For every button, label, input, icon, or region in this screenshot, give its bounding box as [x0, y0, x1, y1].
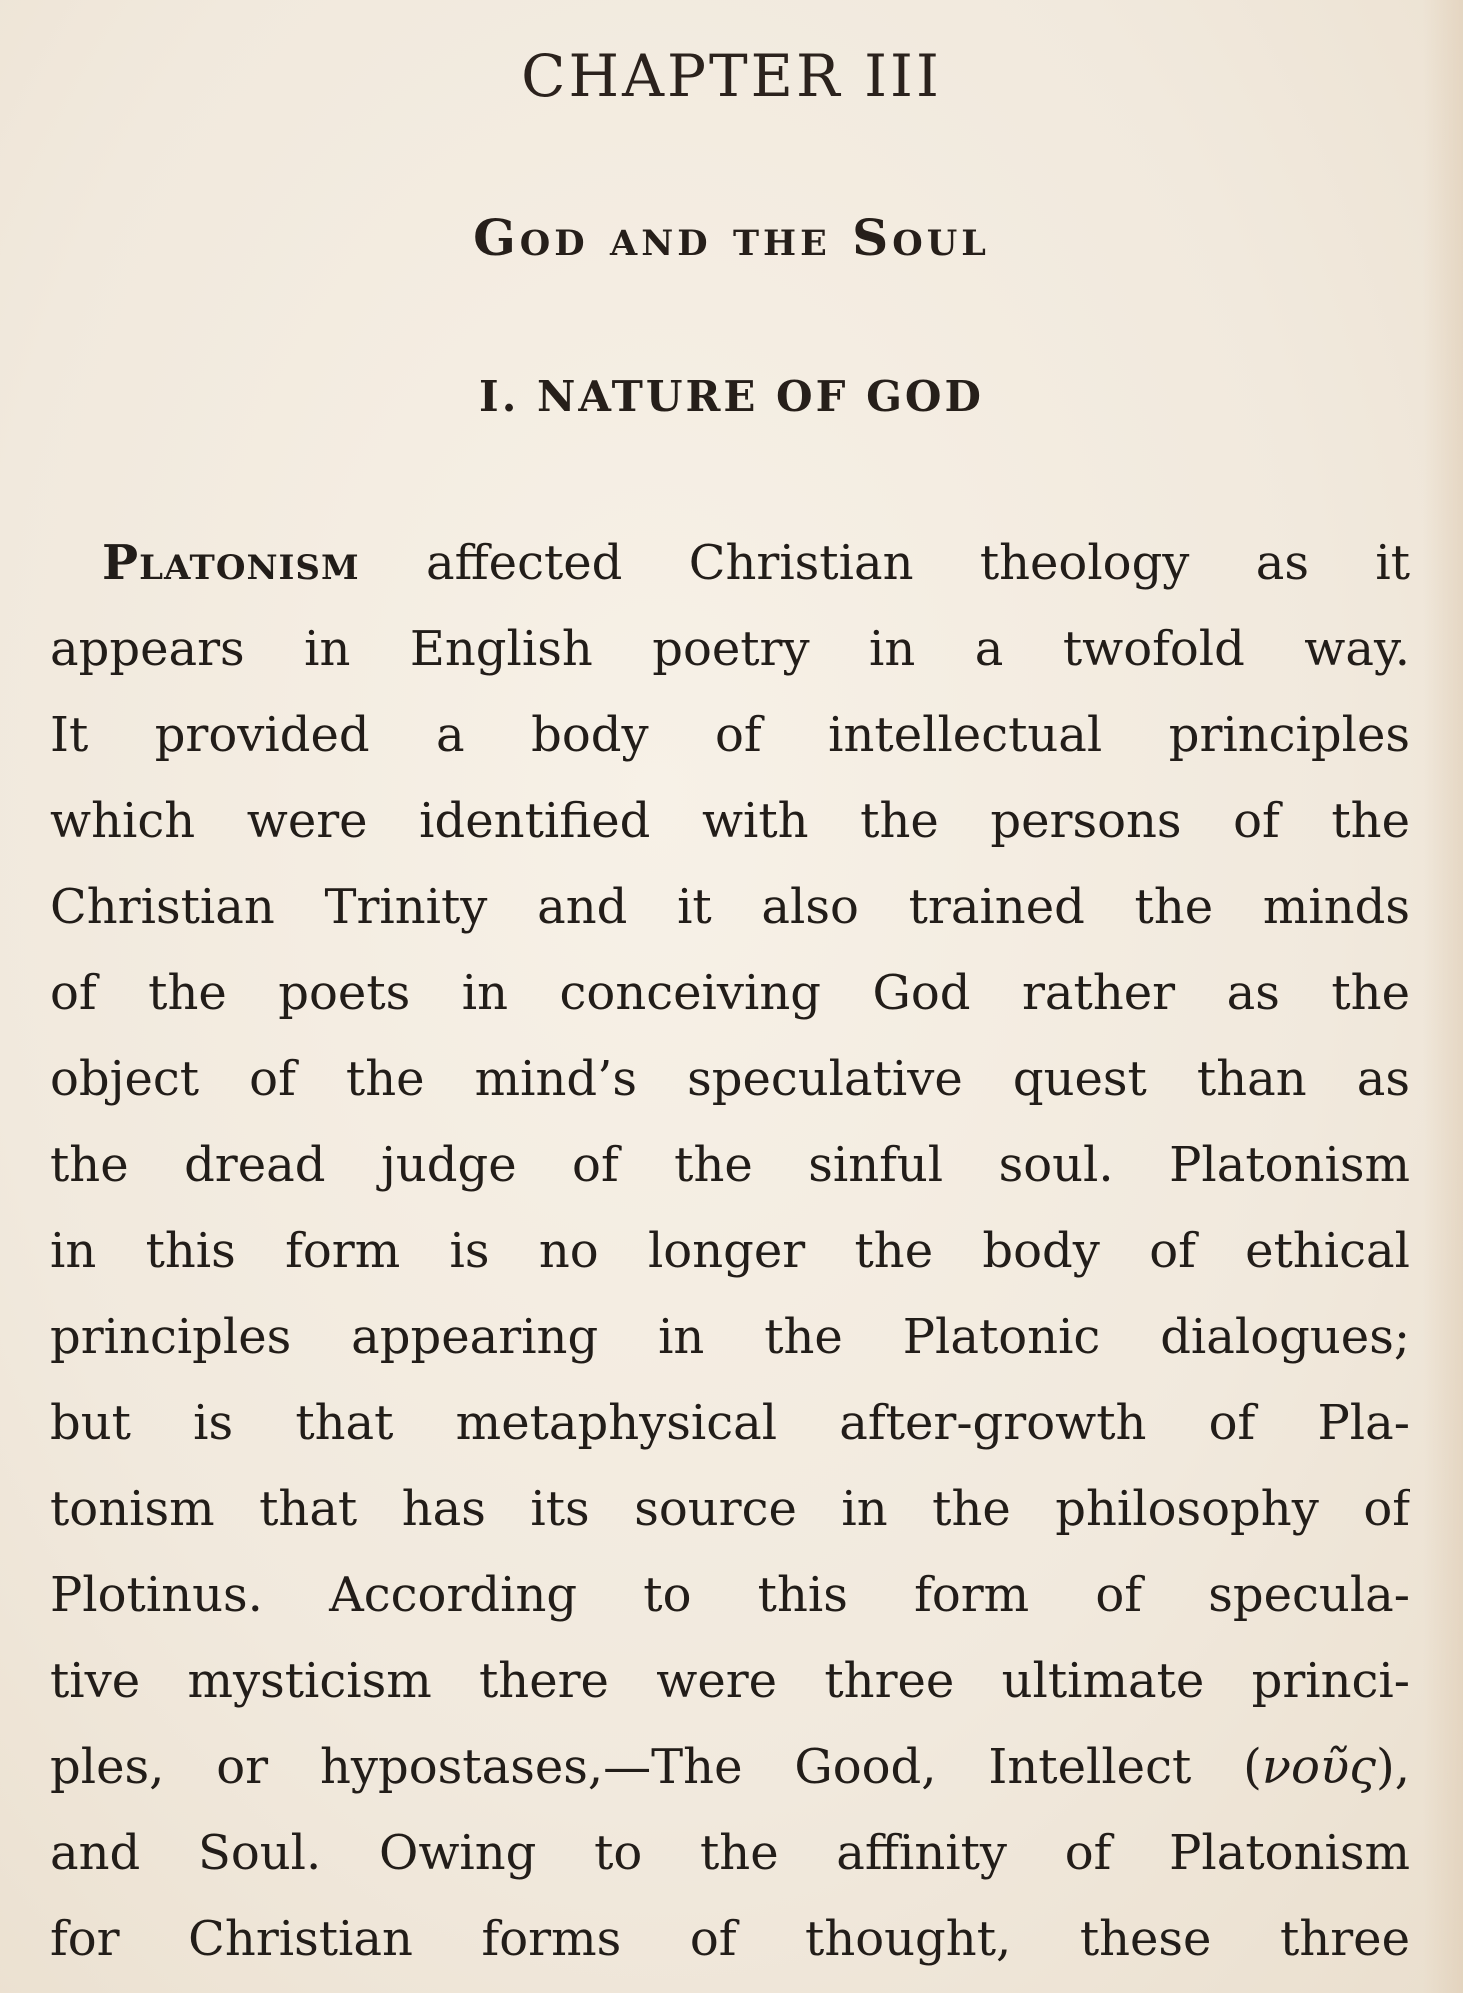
text-line: object of the mind’s speculative quest than as [50, 1051, 1410, 1107]
text-line: Christian Trinity and it also trained the minds [50, 879, 1410, 935]
chapter-subtitle: God and the Soul [473, 208, 990, 267]
text-line: Plotinus. According to this form of specula- [50, 1567, 1410, 1623]
chapter-title: CHAPTER III [521, 42, 942, 110]
text-line: appears in English poetry in a twofold way. [50, 621, 1410, 677]
opening-word: Platonism [102, 535, 360, 591]
text-line-content: affected Christian theology as it [359, 535, 1410, 591]
text-line [50, 520, 1410, 606]
text-line: principles appearing in the Platonic dialogues; [50, 1309, 1410, 1365]
body-paragraph [50, 520, 1410, 1982]
text-line: the dread judge of the sinful soul. Platonism [50, 1137, 1410, 1193]
text-line: for Christian forms of thought, these three [50, 1911, 1410, 1967]
text-line: but is that metaphysical after-growth of Pla- [50, 1395, 1410, 1451]
text-line: tive mysticism there were three ultimate princi- [50, 1653, 1410, 1709]
greek-word: νοῦς [1261, 1739, 1377, 1795]
text-line: of the poets in conceiving God rather as the [50, 965, 1410, 1021]
text-line-part: ples, or hypostases,—The Good, Intellect ( [50, 1739, 1262, 1795]
section-heading: I. NATURE OF GOD [479, 372, 984, 421]
text-line [50, 1724, 1410, 1810]
page-edge-shadow [1423, 0, 1463, 1993]
text-line: in this form is no longer the body of ethical [50, 1223, 1410, 1279]
text-line: and Soul. Owing to the affinity of Platonism [50, 1825, 1410, 1881]
text-line: It provided a body of intellectual principles [50, 707, 1410, 763]
text-line: which were identified with the persons of the [50, 793, 1410, 849]
text-line: tonism that has its source in the philosophy of [50, 1481, 1410, 1537]
text-line-part: ), [1376, 1739, 1410, 1795]
